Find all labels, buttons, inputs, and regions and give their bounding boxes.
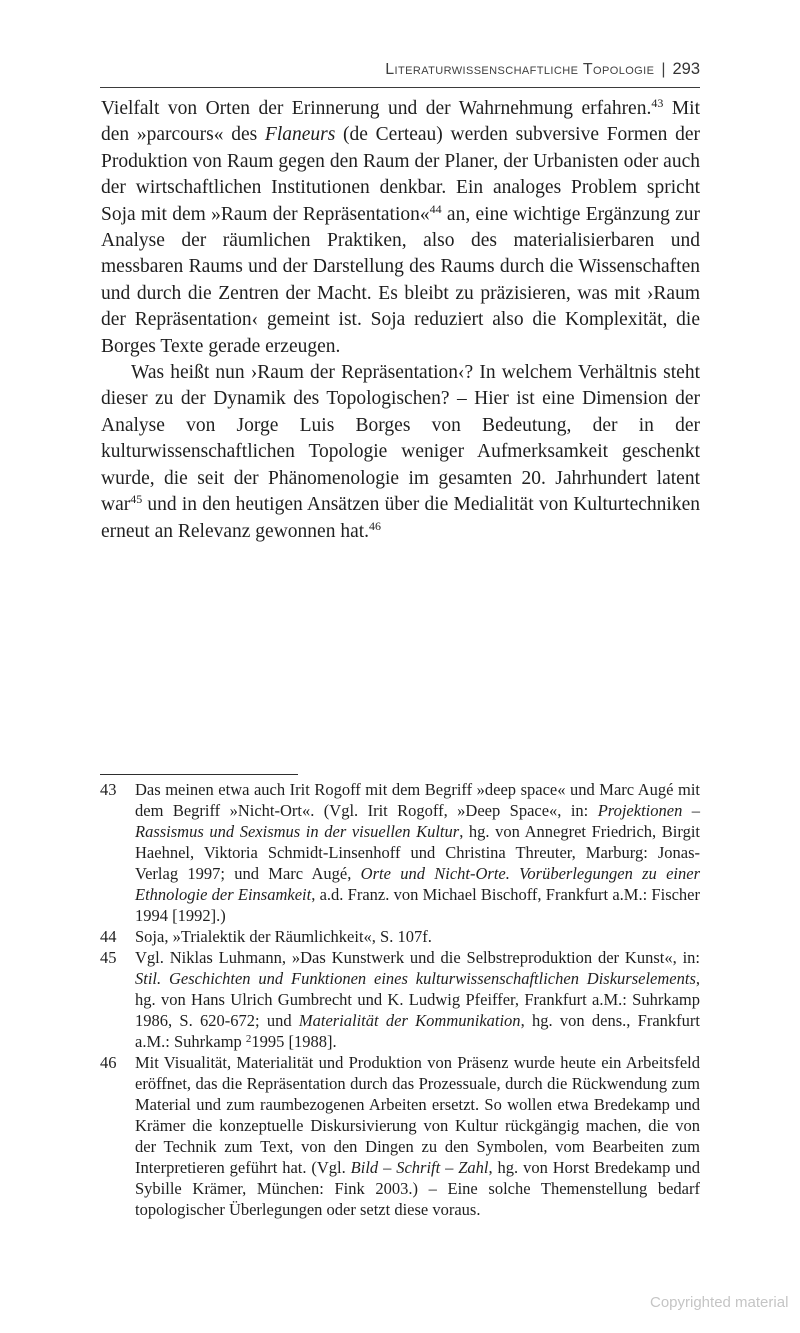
paragraph-text: an, eine wichtige Ergänzung zur Analyse der räumlichen Praktiken, also des materialisierbaren und messbaren Raums und der Darstellung des Raums durch die Wissenschaften und durch die Zentren der Macht. Es bleibt zu präzisieren, was mit ›Raum der Repräsentation‹ gemeint ist. Soja reduziert also die Komplexität, die Borges Texte gerade erzeugen. <box>101 203 701 357</box>
footnote-text: Das meinen etwa auch Irit Rogoff mit dem Begriff »deep space« und Marc Augé mit dem Begriff »Nicht-Ort«. (Vgl. Irit Rogoff, »Deep Space«, in: <box>135 780 700 820</box>
italic-book-title: Projektionen – Rassismus und Sexismus in der visuellen Kultur <box>135 801 700 841</box>
footnote-number: 43 <box>100 780 117 799</box>
footnote-text: Soja, »Trialektik der Räumlichkeit«, S. 107f. <box>135 927 432 946</box>
header-separator: | <box>661 61 666 78</box>
footnote-45 <box>100 947 700 1052</box>
italic-book-title: Materialität der Kommunikation <box>298 1011 521 1030</box>
body-text <box>101 96 700 545</box>
italic-term-flaneurs: Flaneurs <box>264 124 336 146</box>
footnote-text: , hg. von Annegret Friedrich, Birgit Haehnel, Viktoria Schmidt-Linsenhoff und Christina Threuter, Marburg: Jonas-Verlag 1997; und Marc Augé, <box>135 822 700 883</box>
paragraph-text: (de Certeau) werden subversive Formen der Produktion von Raum gegen den Raum der Planer, der Urbanisten oder auch der wirtschaftlichen Institutionen denkbar. Ein analoges Problem spricht Soja mit dem »Raum der Repräsentation« <box>101 124 700 225</box>
header-page-number: 293 <box>672 60 700 78</box>
footnote-text: , a.d. Franz. von Michael Bischoff, Frankfurt a.M.: Fischer 1994 [1992].) <box>135 885 701 925</box>
paragraph-text: Mit den »parcours« des <box>101 98 700 146</box>
footnote-ref-43: 43 <box>651 96 664 110</box>
footnote-text: , hg. von dens., Frankfurt a.M.: Suhrkamp <box>135 1011 700 1051</box>
footnote-ref-44: 44 <box>429 201 442 216</box>
footnote-text: , hg. von Hans Ulrich Gumbrecht und K. Ludwig Pfeiffer, Frankfurt a.M.: Suhrkamp 1986, S. 620-672; und <box>135 969 700 1030</box>
footnote-text: , hg. von Horst Bredekamp und Sybille Krämer, München: Fink 2003.) – Eine solche Themenstellung bedarf topologischer Überlegungen oder setzt diese voraus. <box>135 1158 700 1219</box>
footnote-number: 46 <box>100 1053 117 1072</box>
footnotes-section <box>100 779 700 1220</box>
paragraph-text: und in den heutigen Ansätzen über die Medialität von Kulturtechniken erneut an Relevanz gewonnen hat. <box>101 494 700 542</box>
paragraph-text: Was heißt nun ›Raum der Repräsentation‹? In welchem Verhältnis steht dieser zu der Dynamik des Topologischen? – Hier ist eine Dimension der Analyse von Jorge Luis Borges von Bedeutung, der in der kulturwissenschaftlichen Topologie weniger Aufmerksamkeit geschenkt wurde, die seit der Phänomenologie im gesamten 20. Jahrhundert latent war <box>101 362 700 516</box>
footnote-number: 44 <box>100 927 117 946</box>
footnote-43 <box>100 779 700 926</box>
running-header <box>100 59 700 88</box>
footnote-ref-45: 45 <box>130 492 143 507</box>
edition-superscript: 2 <box>245 1033 252 1045</box>
footnote-text: Vgl. Niklas Luhmann, »Das Kunstwerk und die Selbstreproduktion der Kunst«, in: <box>135 948 700 967</box>
header-title: Literaturwissenschaftliche Topologie <box>385 61 655 78</box>
footnote-46 <box>100 1052 700 1220</box>
italic-book-title: Orte und Nicht-Orte. Vorüberlegungen zu einer Ethnologie der Einsamkeit <box>135 864 700 904</box>
footnote-number: 45 <box>100 948 117 967</box>
italic-book-title: Bild – Schrift – Zahl <box>350 1158 489 1177</box>
paragraph-text: Vielfalt von Orten der Erinnerung und der Wahrnehmung erfahren. <box>101 98 652 119</box>
footnote-text: Mit Visualität, Materialität und Produktion von Präsenz wurde heute ein Arbeitsfeld eröffnet, das die Repräsentation durch das Prozessuale, durch die Rückwendung zum Material und zum raumbezogenen Arbeiten ersetzt. So wollen etwa Bredekamp und Krämer die konzeptuelle Diskursivierung von Kultur rückgängig machen, die von der Technik zum Text, von den Dingen zu den Symbolen, vom Bearbeiten zum Interpretieren geführt hat. (Vgl. <box>135 1053 700 1177</box>
body-paragraph-1 <box>101 96 700 360</box>
italic-book-title: Stil. Geschichten und Funktionen eines kulturwissenschaftlichen Diskurselements <box>135 969 696 988</box>
footnote-text: 1995 [1988]. <box>251 1032 337 1051</box>
footnote-ref-46: 46 <box>369 518 382 533</box>
body-paragraph-2 <box>101 360 700 545</box>
footnote-separator-rule <box>100 774 298 775</box>
footnote-44 <box>100 926 700 947</box>
copyright-watermark: Copyrighted material <box>650 1294 789 1311</box>
